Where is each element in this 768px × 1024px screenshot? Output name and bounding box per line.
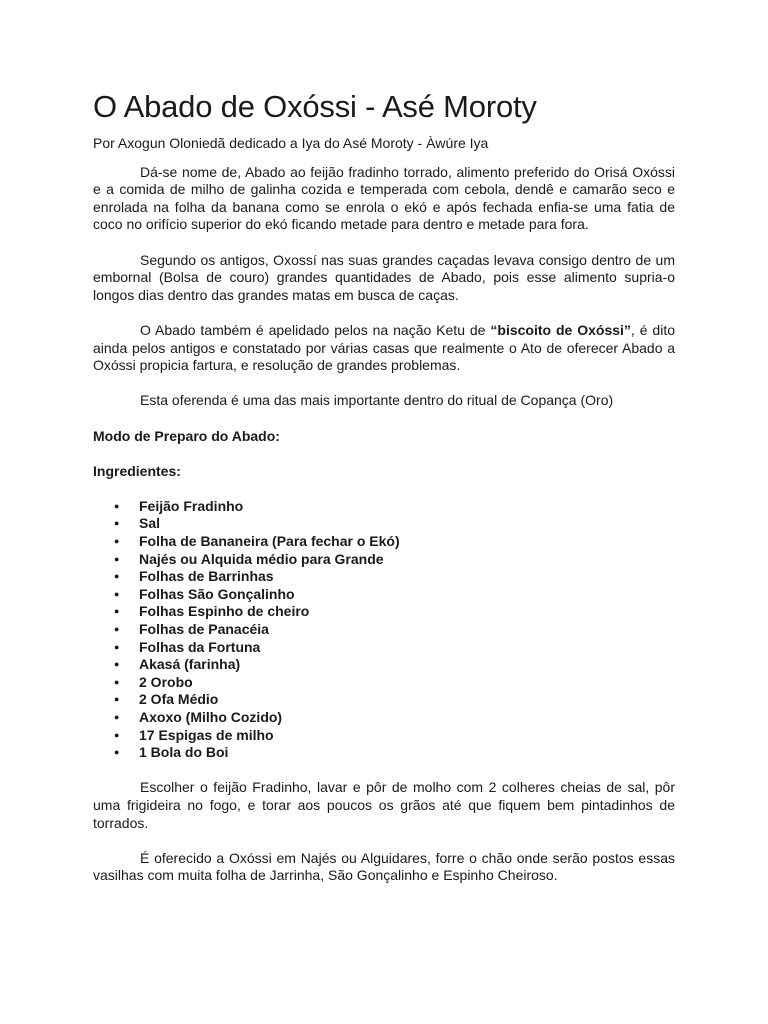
- document-subtitle: Por Axogun Oloniedã dedicado a Iya do Asé Moroty - Àwúre Iya: [93, 135, 489, 151]
- paragraph-nickname-bold: “biscoito de Oxóssi”: [490, 321, 631, 338]
- list-item: ● 2 Orobo: [93, 674, 675, 692]
- list-item: ● 1 Bola do Boi: [93, 744, 675, 762]
- list-item: ● Folhas Espinho de cheiro: [93, 603, 675, 621]
- paragraph-nickname-end: , é dito ainda pelos antigos e constatado por várias casas que realmente o Ato de oferecer Abado a Oxóssi propicia fartura, e resolução de grandes problemas.: [93, 321, 675, 374]
- list-item: ● Folha de Bananeira (Para fechar o Ekó): [93, 533, 675, 551]
- heading-ingredientes: Ingredientes:: [93, 462, 181, 479]
- list-item: ● 2 Ofa Médio: [93, 691, 675, 709]
- paragraph-nickname: [93, 322, 675, 375]
- list-item: ● Axoxo (Milho Cozido): [93, 709, 675, 727]
- paragraph-ritual: Esta oferenda é uma das mais importante dentro do ritual de Copança (Oro): [140, 392, 614, 409]
- list-item: ● Feijão Fradinho: [93, 498, 675, 516]
- ingredients-list: [93, 498, 675, 762]
- paragraph-intro: Dá-se nome de, Abado ao feijão fradinho torrado, alimento preferido do Orisá Oxóssi e a comida de milho de galinha cozida e temperada com cebola, dendê e camarão seco e enrolada na folha da banana como se enrola o ekó e após fechada enfia-se uma fatia de coco no orifício superior do ekó ficando metade para dentro e metade para fora.: [93, 163, 675, 233]
- list-item: ● Akasá (farinha): [93, 656, 675, 674]
- list-item: ● 17 Espigas de milho: [93, 727, 675, 745]
- list-item: ● Sal: [93, 515, 675, 533]
- paragraph-preparation: Escolher o feijão Fradinho, lavar e pôr de molho com 2 colheres cheias de sal, pôr uma frigideira no fogo, e torar aos poucos os grãos até que fiquem bem pintadinhos de torrados.: [93, 779, 675, 831]
- paragraph-offering: É oferecido a Oxóssi em Najés ou Alguidares, forre o chão onde serão postos essas vasilhas com muita folha de Jarrinha, São Gonçalinho e Espinho Cheiroso.: [93, 849, 675, 884]
- paragraph-nickname-start: O Abado também é apelidado pelos na nação Ketu de: [140, 321, 491, 338]
- list-item: ● Folhas da Fortuna: [93, 639, 675, 657]
- list-item: ● Folhas de Barrinhas: [93, 568, 675, 586]
- paragraph-history: Segundo os antigos, Oxossí nas suas grandes caçadas levava consigo dentro de um embornal (Bolsa de couro) grandes quantidades de Abado, pois esse alimento supria-o longos dias dentro das grandes matas em busca de caças.: [93, 251, 675, 303]
- list-item: ● Folhas de Panacéia: [93, 621, 675, 639]
- heading-preparo: Modo de Preparo do Abado:: [93, 427, 280, 444]
- document-page: [93, 78, 675, 885]
- document-title: O Abado de Oxóssi - Asé Moroty: [93, 89, 537, 124]
- list-item: ● Folhas São Gonçalinho: [93, 586, 675, 604]
- list-item: ● Najés ou Alquida médio para Grande: [93, 551, 675, 569]
